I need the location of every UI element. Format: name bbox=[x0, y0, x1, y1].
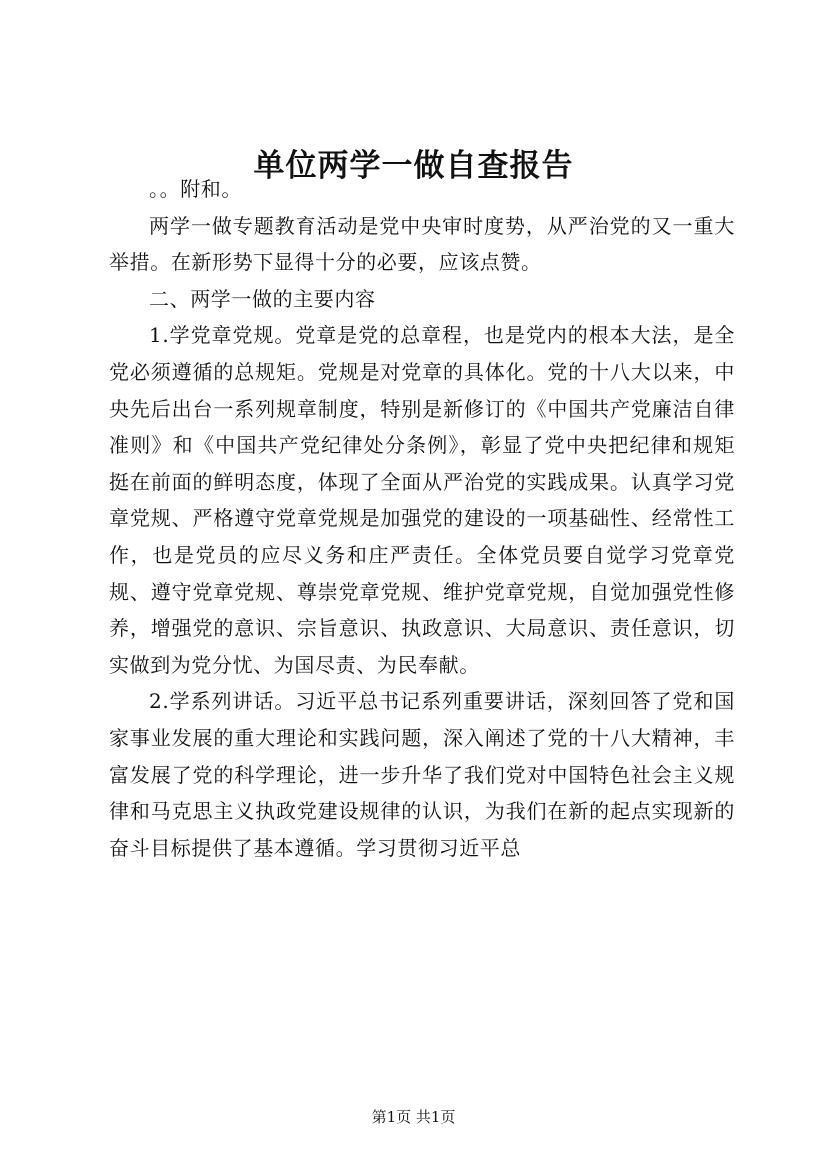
section-heading-main-content: 二、两学一做的主要内容 bbox=[149, 286, 376, 311]
paragraph-study-speeches: 2.学系列讲话。习近平总书记系列重要讲话，深刻回答了党和国家事业发展的重大理论和实践问题，深入阐述了党的十八大精神，丰富发展了党的科学理论，进一步升华了我们党对中国特色社会主义规律和马克思主义执政党建设规律的认识，为我们在新的起点实现新的奋斗目标提供了基本遵循。学习贯彻习近平总 bbox=[109, 689, 735, 860]
paragraph-study-party-constitution: 1.学党章党规。党章是党的总章程，也是党内的根本大法，是全党必须遵循的总规矩。党规是对党章的具体化。党的十八大以来，中央先后出台一系列规章制度，特别是新修订的《中国共产党廉洁自律准则》和《中国共产党纪律处分条例》，彰显了党中央把纪律和规矩挺在前面的鲜明态度，体现了全面从严治党的实践成果。认真学习党章党规、严格遵守党章党规是加强党的建设的一项基础性、经常性工作，也是党员的应尽义务和庄严责任。全体党员要自觉学习党章党规、遵守党章党规、尊崇党章党规、维护党章党规，自觉加强党性修养，增强党的意识、宗旨意识、执政意识、大局意识、责任意识，切实做到为党分忧、为国尽责、为民奉献。 bbox=[109, 323, 735, 677]
paragraph-overview: 两学一做专题教育活动是党中央审时度势，从严治党的又一重大举措。在新形势下显得十分的必要，应该点赞。 bbox=[109, 213, 735, 275]
document-body bbox=[109, 171, 735, 866]
document-title: 单位两学一做自查报告 bbox=[253, 148, 574, 184]
paragraph-intro: 。。附和。 bbox=[149, 177, 242, 201]
page-footer: 第1页 共1页 bbox=[371, 1108, 456, 1126]
